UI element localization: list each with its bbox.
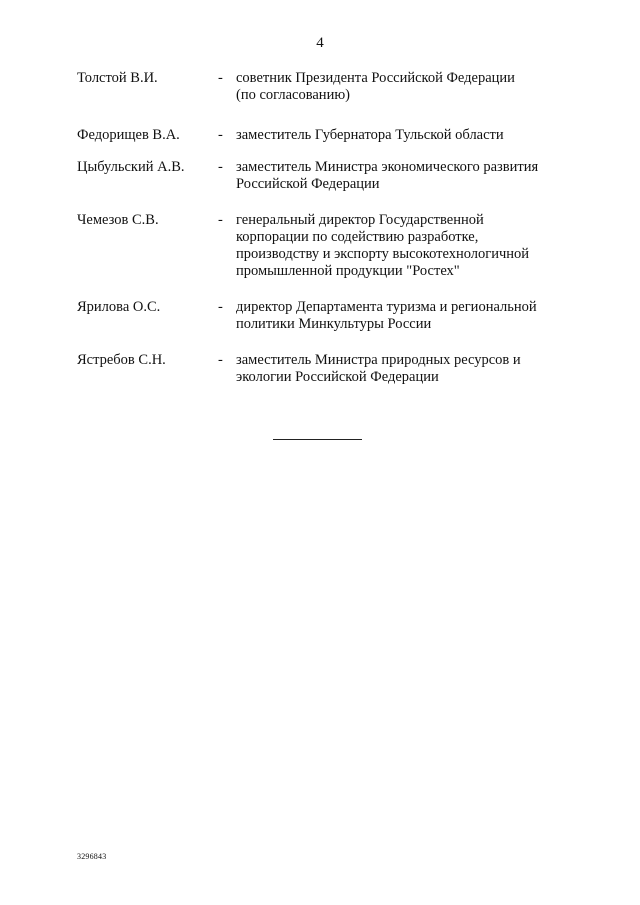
member-role — [236, 212, 576, 280]
role-line: (по согласованию) — [236, 87, 350, 103]
member-row — [0, 159, 640, 193]
member-dash: - — [218, 127, 223, 143]
member-name: Федорищев В.А. — [77, 127, 180, 143]
member-name: Чемезов С.В. — [77, 212, 159, 228]
role-line: политики Минкультуры России — [236, 316, 432, 332]
member-dash: - — [218, 299, 223, 315]
member-name: Ярилова О.С. — [77, 299, 161, 315]
member-role — [236, 70, 576, 104]
member-row — [0, 212, 640, 280]
role-line: производству и экспорту высокотехнологичной — [236, 246, 530, 262]
member-role — [236, 159, 576, 193]
members-list — [0, 70, 640, 386]
member-role — [236, 352, 576, 386]
member-dash: - — [218, 70, 223, 86]
member-row — [0, 127, 640, 144]
role-line: корпорации по содействию разработке, — [236, 229, 479, 245]
member-name: Ястребов С.Н. — [77, 352, 166, 368]
document-code: 3296843 — [77, 852, 107, 861]
role-line: промышленной продукции "Ростех" — [236, 263, 460, 279]
role-line: заместитель Министра природных ресурсов и — [236, 352, 521, 368]
member-name: Толстой В.И. — [77, 70, 158, 86]
page-number: 4 — [316, 35, 324, 51]
role-line: заместитель Министра экономического развития — [236, 159, 539, 175]
member-name: Цыбульский А.В. — [77, 159, 185, 175]
member-row — [0, 70, 640, 104]
role-line: генеральный директор Государственной — [236, 212, 484, 228]
member-dash: - — [218, 352, 223, 368]
member-row — [0, 299, 640, 333]
member-dash: - — [218, 159, 223, 175]
end-rule — [273, 439, 362, 440]
role-line: советник Президента Российской Федерации — [236, 70, 515, 86]
role-line: директор Департамента туризма и региональной — [236, 299, 537, 315]
member-row — [0, 352, 640, 386]
member-dash: - — [218, 212, 223, 228]
role-line: Российской Федерации — [236, 176, 380, 192]
member-role — [236, 127, 576, 144]
role-line: заместитель Губернатора Тульской области — [236, 127, 504, 143]
member-role — [236, 299, 576, 333]
role-line: экологии Российской Федерации — [236, 369, 439, 385]
